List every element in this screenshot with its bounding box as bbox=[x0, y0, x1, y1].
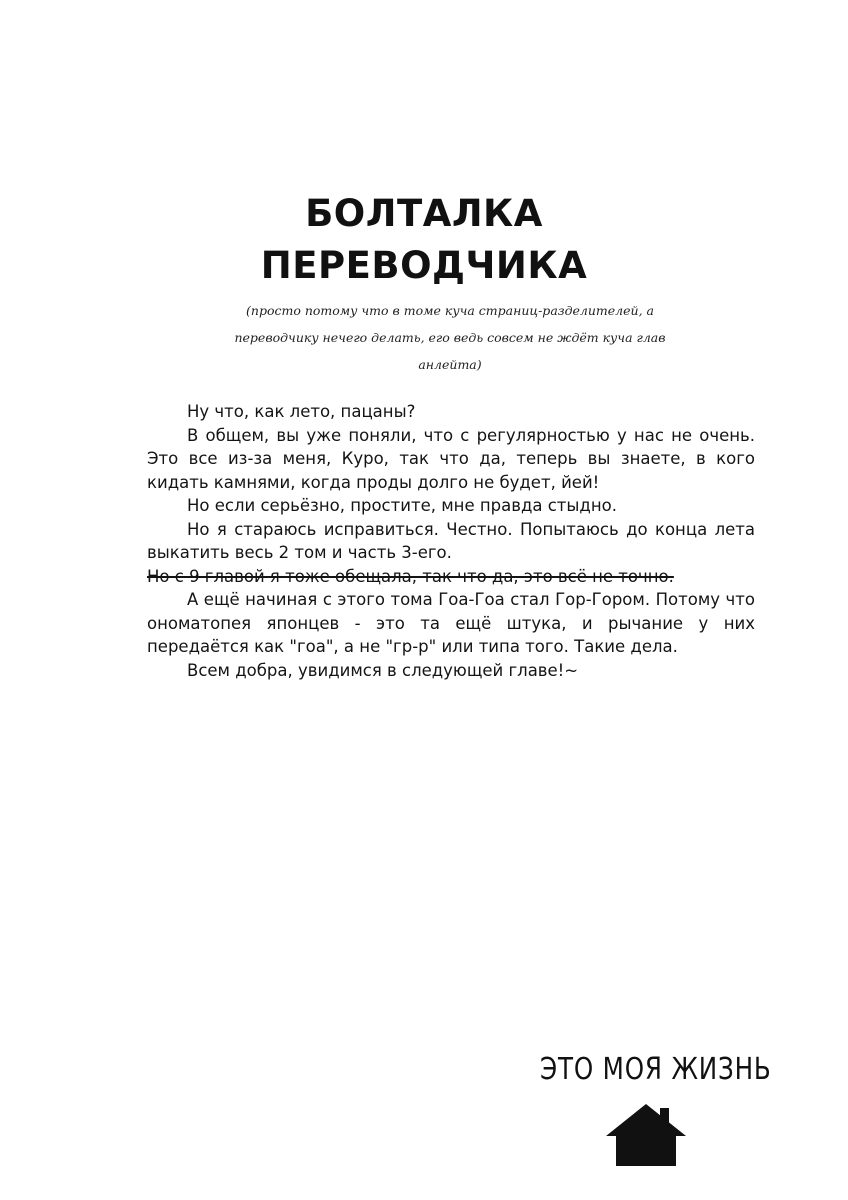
paragraph: Всем добра, увидимся в следующей главе!~ bbox=[187, 660, 579, 680]
subtitle: (просто потому что в томе куча страниц-разделителей, а переводчику нечего делать, его ведь совсем не ждёт куча глав анлейта) bbox=[234, 303, 666, 372]
page-title-line-1: БОЛТАЛКА bbox=[305, 192, 543, 235]
brand-logo-text: ЭТО МОЯ ЖИЗНЬ bbox=[540, 1052, 772, 1087]
paragraph: Но я стараюсь исправиться. Честно. Попытаюсь до конца лета выкатить весь 2 том и часть 3-его. bbox=[147, 519, 755, 562]
page-title-line-2: ПЕРЕВОДЧИКА bbox=[260, 244, 588, 287]
paragraph: В общем, вы уже поняли, что с регулярностью у нас не очень. Это все из-за меня, Куро, так что да, теперь вы знаете, в кого кидать камнями, когда проды долго не будет, йей! bbox=[147, 425, 755, 492]
paragraph: А ещё начиная с этого тома Гоа-Гоа стал Гор-Гором. Потому что ономатопея японцев - это та ещё штука, и рычание у них передаётся как "гоа", а не "гр-р" или типа того. Такие дела. bbox=[147, 590, 755, 656]
house-icon bbox=[604, 1102, 688, 1168]
struck-paragraph: Но с 9 главой я тоже обещала, так что да, это всё не точно. bbox=[147, 566, 674, 586]
body-text bbox=[147, 400, 755, 682]
paragraph: Ну что, как лето, пацаны? bbox=[187, 402, 416, 421]
paragraph: Но если серьёзно, простите, мне правда стыдно. bbox=[187, 496, 617, 515]
